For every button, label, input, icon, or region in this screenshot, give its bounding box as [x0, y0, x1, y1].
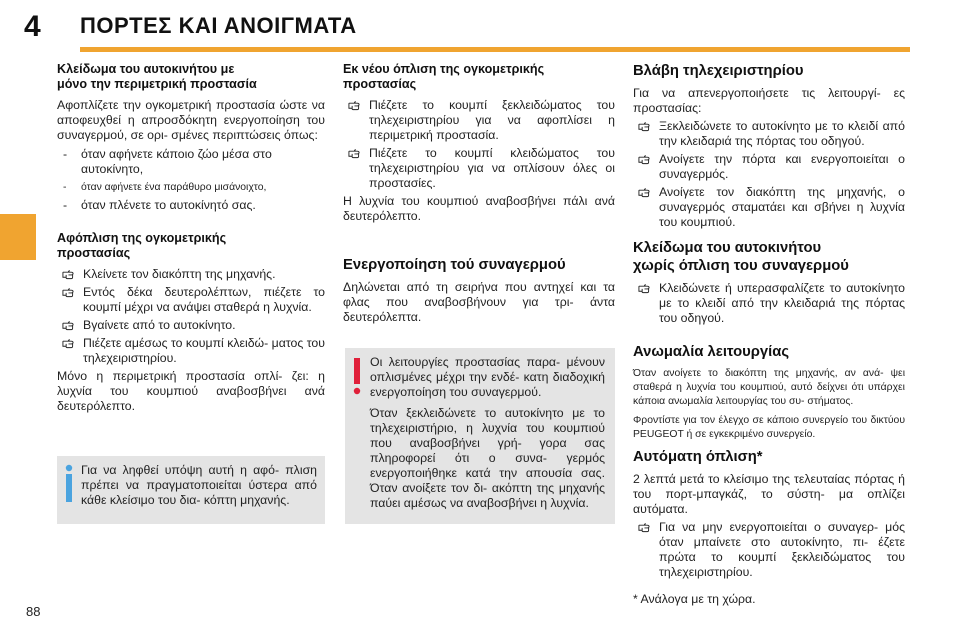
- step-list: [633, 119, 905, 230]
- list-item: Εντός δέκα δευτερολέπτων, πιέζετε το κουμπί μέχρι να ανάψει σταθερά η λυχνία.: [57, 285, 325, 315]
- paragraph: Φροντίστε για τον έλεγχο σε κάποιο συνεργείο του δικτύου PEUGEOT ή σε εγκεκριμένο συνεργείο.: [633, 415, 905, 440]
- step-list: [633, 281, 905, 326]
- page-title: ΠΟΡΤΕΣ ΚΑΙ ΑΝΟΙΓΜΑΤΑ: [80, 13, 357, 38]
- warning-note: [345, 348, 615, 524]
- section-title-perimeter-lock: Κλείδωμα του αυτοκινήτου με μόνο την περιμετρική προστασία: [57, 62, 257, 91]
- list-item: Πιέζετε το κουμπί κλειδώματος του τηλεχειριστηρίου για να οπλίσουν όλες οι προστασίες.: [343, 146, 615, 191]
- pointing-hand-icon: [635, 521, 653, 533]
- paragraph: Για να απενεργοποιήσετε τις λειτουργί- ες προστασίας:: [633, 86, 905, 115]
- section-title-alarm-trigger: Ενεργοποίηση τού συναγερμού: [343, 257, 566, 273]
- pointing-hand-icon: [59, 319, 77, 331]
- column-1: [57, 62, 325, 414]
- pointing-hand-icon: [345, 99, 363, 111]
- warning-note-text: Οι λειτουργίες προστασίας παρα- μένουν οπλισμένες μέχρι την ενδέ- κατη διαδοχική ενεργοποίηση του συναγερμού. Όταν ξεκλειδώνετε το αυτοκίνητο με το τηλεχειριστήριο, η λυχνία του κουμπιού που αναβοσβήνει γρή- γορα σας πληροφορεί ότι ο συνα- γερμός ενεργοποιήθηκε κατά την απουσία σας. Όταν ανοίξετε τον δι- ακόπτη της μηχανής παύει αμέσως να αναβοσβήνει η λυχνία.: [370, 355, 605, 510]
- list-item: Ανοίγετε την πόρτα και ενεργοποιείται ο συναγερμός.: [633, 152, 905, 182]
- list-item: - όταν αφήνετε κάποιο ζώο μέσα στο αυτοκίνητο,: [57, 147, 325, 177]
- step-list: [633, 520, 905, 580]
- list-item: Κλείνετε τον διακόπτη της μηχανής.: [57, 267, 325, 282]
- step-list: [57, 267, 325, 366]
- header-rule: [80, 47, 910, 52]
- pointing-hand-icon: [59, 337, 77, 349]
- paragraph: Όταν ανοίγετε το διακόπτη της μηχανής, αν ανά- ψει σταθερά η λυχνία του κουμπιού, αυτό δείχνει ότι υπάρχει κάποια ανωμαλία λειτουργίας του συ- στήματος.: [633, 368, 905, 407]
- footnote: * Ανάλογα με τη χώρα.: [633, 592, 756, 606]
- info-note-text: Για να ληφθεί υπόψη αυτή η αφό- πλιση πρέπει να πραγματοποιείται ύστερα από κάθε κλείσιμο του δια- κόπτη μηχανής.: [81, 463, 317, 507]
- section-title-malfunction: Ανωμαλία λειτουργίας: [633, 344, 790, 360]
- paragraph: 2 λεπτά μετά το κλείσιμο της τελευταίας πόρτας ή του πορτ-μπαγκάζ, το σύστη- μα οπλίζει αυτόματα.: [633, 472, 905, 516]
- pointing-hand-icon: [635, 120, 653, 132]
- chapter-number: 4: [24, 10, 41, 43]
- list-item: Πιέζετε το κουμπί ξεκλειδώματος του τηλεχειριστηρίου για να αφοπλίσει η περιμετρική προστασία.: [343, 98, 615, 143]
- paragraph: Δηλώνεται από τη σειρήνα που αντηχεί και τα φλας που αναβοσβήνουν για τρι- άντα δευτερόλεπτα.: [343, 280, 615, 324]
- section-title-lock-without-alarm: Κλείδωμα του αυτοκινήτου χωρίς όπλιση του συναγερμού: [633, 240, 849, 274]
- pointing-hand-icon: [59, 268, 77, 280]
- info-note: [57, 456, 325, 524]
- page-number: 88: [26, 604, 41, 619]
- section-title-remote-failure: Βλάβη τηλεχειριστηρίου: [633, 63, 804, 79]
- pointing-hand-icon: [635, 186, 653, 198]
- paragraph: Η λυχνία του κουμπιού αναβοσβήνει πάλι ανά δευτερόλεπτο.: [343, 194, 615, 223]
- list-item: Πιέζετε αμέσως το κουμπί κλειδώ- ματος του τηλεχειριστηρίου.: [57, 336, 325, 366]
- step-list: [343, 98, 615, 191]
- paragraph: Μόνο η περιμετρική προστασία οπλί- ζει: η λυχνία του κουμπιού αναβοσβήνει ανά δευτερόλεπτο.: [57, 369, 325, 413]
- info-icon: [63, 464, 75, 504]
- pointing-hand-icon: [635, 153, 653, 165]
- section-title-disarm-volumetric: Αφόπλιση της ογκομετρικής προστασίας: [57, 231, 227, 260]
- chapter-tab: [0, 214, 36, 260]
- list-item: Για να μην ενεργοποιείται ο συναγερ- μός όταν μπαίνετε στο αυτοκίνητο, πι- έζετε πρώτα το κουμπί ξεκλειδώματος του τηλεχειριστηρίου.: [633, 520, 905, 580]
- pointing-hand-icon: [345, 147, 363, 159]
- column-2: [343, 62, 615, 325]
- pointing-hand-icon: [59, 286, 77, 298]
- dash-list: [57, 147, 325, 213]
- pointing-hand-icon: [635, 282, 653, 294]
- list-item: - όταν αφήνετε ένα παράθυρο μισάνοιχτο,: [57, 180, 325, 195]
- list-item: Βγαίνετε από το αυτοκίνητο.: [57, 318, 325, 333]
- list-item: Κλειδώνετε ή υπερασφαλίζετε το αυτοκίνητο με το κλειδί από την κλειδαριά της πόρτας του οδηγού.: [633, 281, 905, 326]
- list-item: - όταν πλένετε το αυτοκίνητό σας.: [57, 198, 325, 213]
- list-item: Ανοίγετε τον διακόπτη της μηχανής, ο συναγερμός σταματάει και σβήνει η λυχνία του κουμπιού.: [633, 185, 905, 230]
- list-item: Ξεκλειδώνετε το αυτοκίνητο με το κλειδί από την κλειδαριά της πόρτας του οδηγού.: [633, 119, 905, 149]
- warning-icon: [351, 356, 363, 396]
- paragraph: Αφοπλίζετε την ογκομετρική προστασία ώστε να αποφευχθεί η απροσδόκητη ενεργοποίηση του συναγερμού, σε ορι- σμένες περιπτώσεις όπως:: [57, 98, 325, 142]
- section-title-auto-arming: Αυτόματη όπλιση*: [633, 449, 763, 465]
- column-3: [633, 62, 905, 583]
- section-title-rearm-volumetric: Εκ νέου όπλιση της ογκομετρικής προστασίας: [343, 62, 545, 91]
